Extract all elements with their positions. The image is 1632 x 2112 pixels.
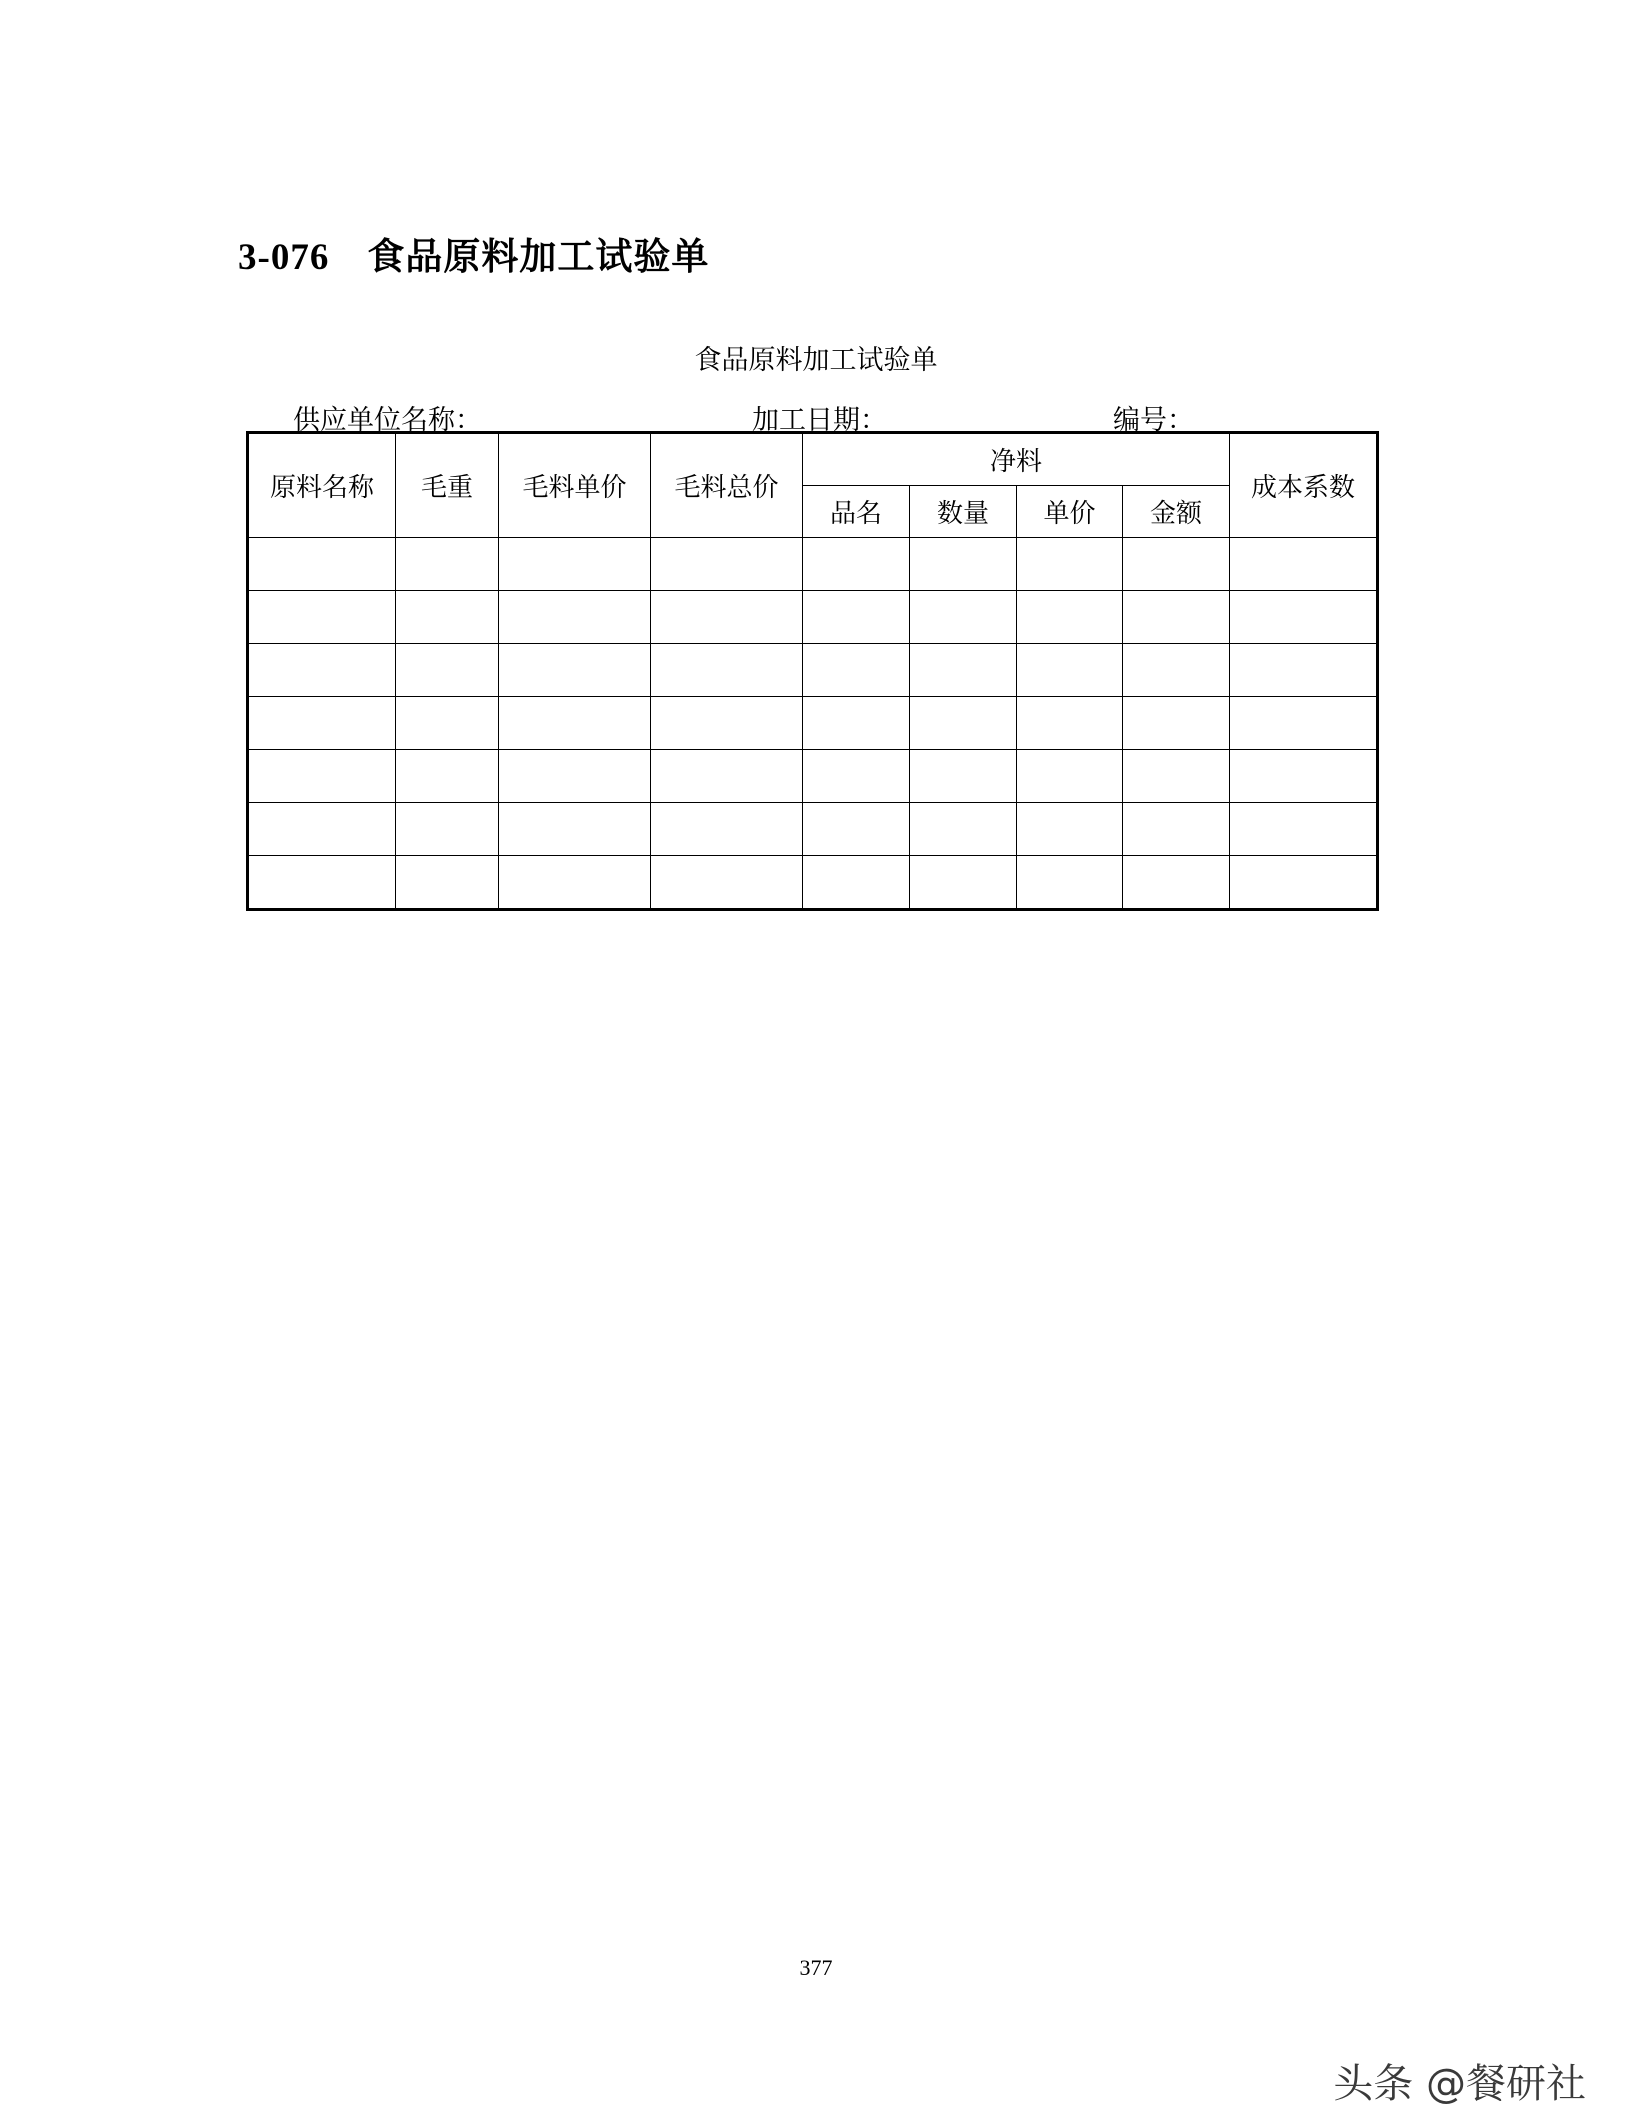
table-cell[interactable] [1017,538,1123,591]
table-cell[interactable] [651,803,803,856]
table-row [248,697,1378,750]
trial-sheet-table [246,431,1379,911]
table-cell[interactable] [396,697,499,750]
table-cell[interactable] [1123,591,1230,644]
table-cell[interactable] [1230,697,1378,750]
table-cell[interactable] [803,697,910,750]
table-cell[interactable] [396,750,499,803]
table-cell[interactable] [499,644,651,697]
table-row [248,538,1378,591]
table-cell[interactable] [1230,750,1378,803]
table-cell[interactable] [1230,803,1378,856]
table-cell[interactable] [910,591,1017,644]
table-cell[interactable] [1230,644,1378,697]
table-cell[interactable] [1017,750,1123,803]
table-row [248,591,1378,644]
table-cell[interactable] [499,538,651,591]
header-gross-total-price: 毛料总价 [651,433,803,538]
table-cell[interactable] [1123,803,1230,856]
table-cell[interactable] [248,591,396,644]
table-cell[interactable] [803,644,910,697]
table-cell[interactable] [1017,591,1123,644]
table-cell[interactable] [803,750,910,803]
table-cell[interactable] [651,591,803,644]
table-cell[interactable] [910,803,1017,856]
page-number: 377 [799,1955,833,1980]
table-cell[interactable] [396,538,499,591]
table-cell[interactable] [910,697,1017,750]
table-cell[interactable] [910,856,1017,910]
header-net-group: 净料 [803,433,1230,486]
table-cell[interactable] [651,856,803,910]
table-cell[interactable] [396,856,499,910]
table-cell[interactable] [1230,538,1378,591]
table-cell[interactable] [910,538,1017,591]
header-net-item-name: 品名 [803,486,910,538]
table-cell[interactable] [499,750,651,803]
header-net-quantity: 数量 [910,486,1017,538]
table-cell[interactable] [1123,856,1230,910]
form-title: 食品原料加工试验单 [694,345,938,376]
table-cell[interactable] [651,644,803,697]
table-cell[interactable] [248,856,396,910]
header-gross-weight: 毛重 [396,433,499,538]
table-cell[interactable] [396,591,499,644]
table-cell[interactable] [248,697,396,750]
header-net-amount: 金额 [1123,486,1230,538]
table-cell[interactable] [248,538,396,591]
table-cell[interactable] [1017,644,1123,697]
table-cell[interactable] [248,803,396,856]
table-cell[interactable] [1017,697,1123,750]
table-cell[interactable] [396,644,499,697]
table-cell[interactable] [803,856,910,910]
table-row [248,803,1378,856]
table-cell[interactable] [248,750,396,803]
table-row [248,856,1378,910]
header-gross-unit-price: 毛料单价 [499,433,651,538]
table-cell[interactable] [1230,591,1378,644]
table-cell[interactable] [910,750,1017,803]
table-cell[interactable] [1123,538,1230,591]
table-cell[interactable] [499,856,651,910]
table-cell[interactable] [1123,697,1230,750]
table-cell[interactable] [1017,856,1123,910]
table-cell[interactable] [499,803,651,856]
table-cell[interactable] [910,644,1017,697]
section-title: 食品原料加工试验单 [367,234,710,278]
table-cell[interactable] [1017,803,1123,856]
supplier-label: 供应单位名称： [293,405,482,436]
table-cell[interactable] [1230,856,1378,910]
processing-date-label: 加工日期： [752,405,887,436]
table-body [248,538,1378,910]
table-cell[interactable] [1123,750,1230,803]
table-cell[interactable] [803,538,910,591]
header-raw-name: 原料名称 [248,433,396,538]
table-cell[interactable] [651,750,803,803]
table-cell[interactable] [803,591,910,644]
header-net-unit-price: 单价 [1017,486,1123,538]
table-cell[interactable] [396,803,499,856]
watermark: 头条 @餐研社 [1333,2061,1586,2107]
table-cell[interactable] [499,697,651,750]
table-cell[interactable] [1123,644,1230,697]
table-cell[interactable] [651,538,803,591]
header-cost-coefficient: 成本系数 [1230,433,1378,538]
table-cell[interactable] [499,591,651,644]
section-number: 3-076 [238,237,330,278]
table-cell[interactable] [651,697,803,750]
table-cell[interactable] [248,644,396,697]
form-number-label: 编号： [1113,405,1194,436]
table-cell[interactable] [803,803,910,856]
section-heading [238,226,709,280]
table-row [248,644,1378,697]
table-row [248,750,1378,803]
